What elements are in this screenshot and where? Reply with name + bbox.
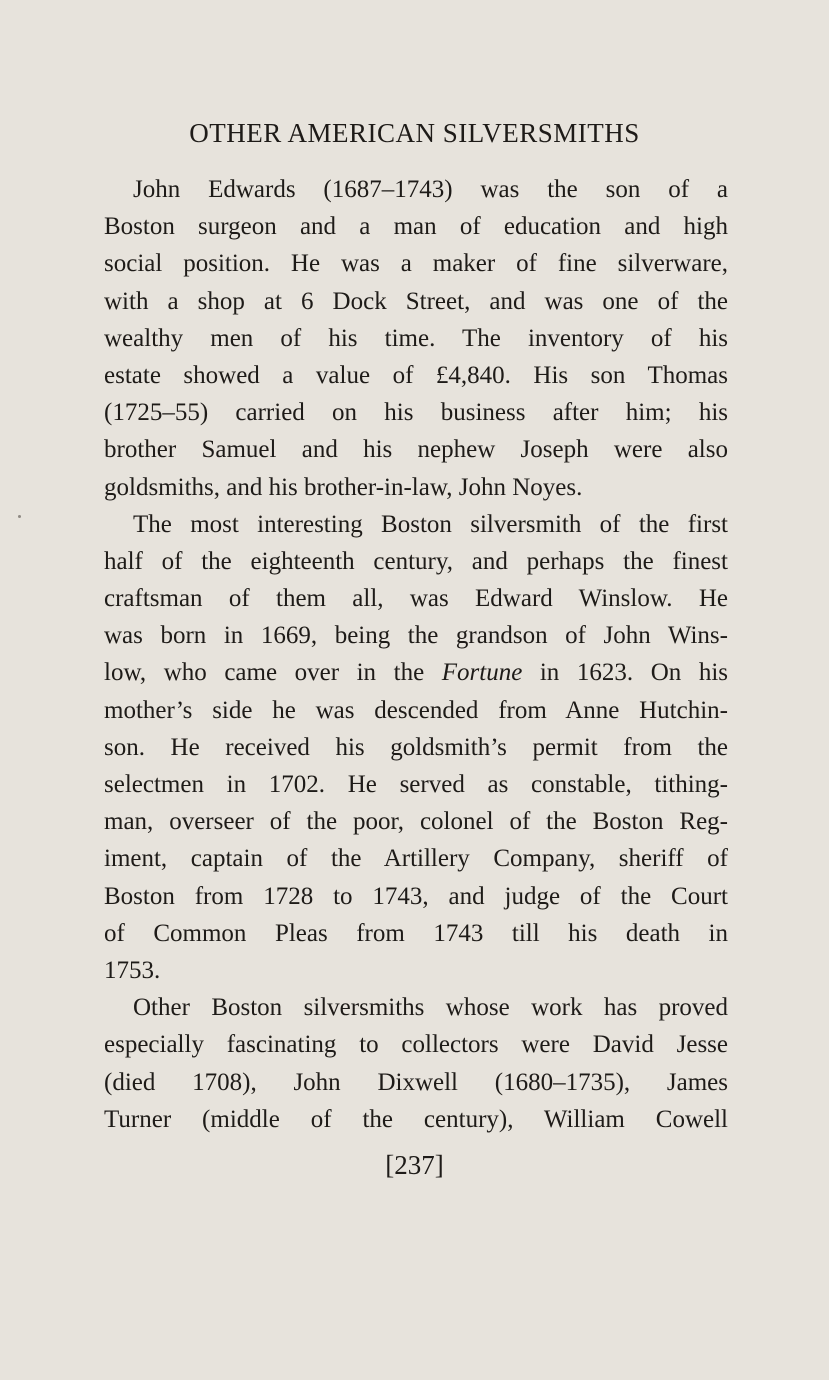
text-line: Boston from 1728 to 1743, and judge of the Court [104,882,728,910]
text-line: (died 1708), John Dixwell (1680–1735), James [104,1068,728,1096]
text-line: especially fascinating to collectors were David Jesse [104,1031,728,1059]
paragraph-3 [104,989,728,1138]
text-line: The most interesting Boston silversmith of the first [133,510,728,538]
text-line: Other Boston silversmiths whose work has proved [133,994,728,1022]
text-line: social position. He was a maker of fine silverware, [104,250,728,278]
text-line: iment, captain of the Artillery Company, sheriff of [104,845,728,873]
text-segment: in 1623. On his [522,659,728,687]
text-line: of Common Pleas from 1743 till his death in [104,919,728,947]
text-line: with a shop at 6 Dock Street, and was one of the [104,287,728,315]
text-line: half of the eighteenth century, and perhaps the finest [104,547,728,575]
text-line: (1725–55) carried on his business after him; his [104,399,728,427]
text-line: wealthy men of his time. The inventory of his [104,324,728,352]
paragraph-2 [104,506,728,989]
text-line: John Edwards (1687–1743) was the son of a [133,176,728,203]
text-line: Boston surgeon and a man of education and high [104,213,728,241]
text-line: selectmen in 1702. He served as constable, tithing- [104,771,728,798]
ship-name-italic: Fortune [441,659,523,687]
text-line: Turner (middle of the century), William Cowell [104,1105,728,1133]
paragraph-1 [104,171,728,506]
text-line: craftsman of them all, was Edward Winslow. He [104,585,728,613]
page-number: [237] [385,1150,444,1180]
text-line: 1753. [104,956,161,984]
paper-speck [18,515,21,518]
body-text [104,171,728,1138]
text-line: son. He received his goldsmith’s permit from the [104,733,728,761]
text-line: brother Samuel and his nephew Joseph were also [104,436,728,464]
text-line-with-italic [104,654,728,691]
text-line: goldsmiths, and his brother-in-law, John Noyes. [104,473,583,501]
text-segment: low, who came over in the [104,659,442,687]
running-head: OTHER AMERICAN SILVERSMITHS [189,118,640,148]
text-line: estate showed a value of £4,840. His son Thomas [104,361,728,389]
text-line: mother’s side he was descended from Anne Hutchin- [104,696,728,724]
text-line: man, overseer of the poor, colonel of the Boston Reg- [104,808,728,836]
text-line: was born in 1669, being the grandson of John Wins- [104,622,728,650]
